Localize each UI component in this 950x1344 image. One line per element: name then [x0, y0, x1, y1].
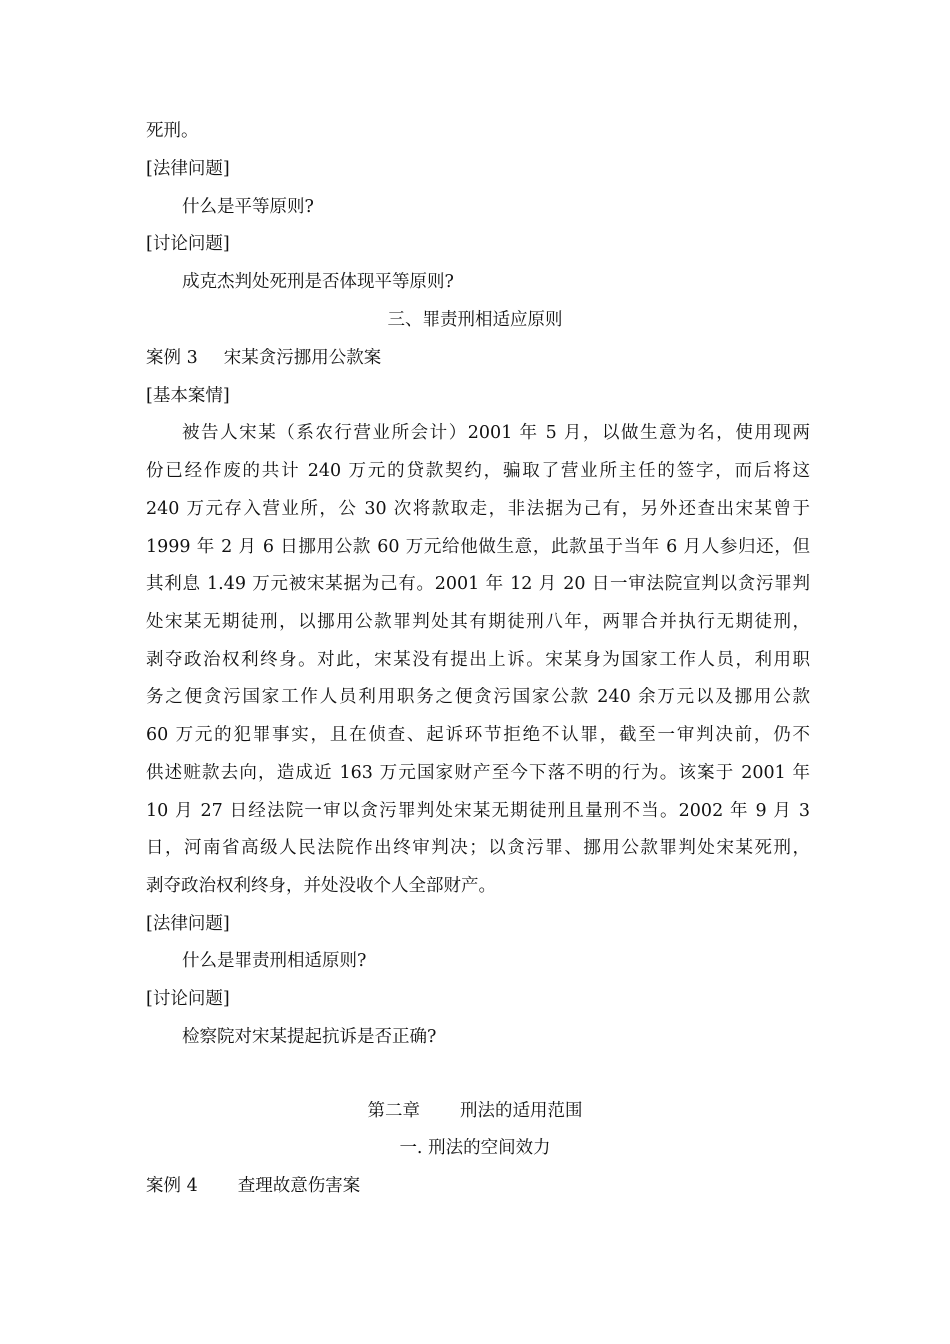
case-title	[146, 347, 810, 369]
body-text-line: 务之便贪污国家工作人员利用职务之便贪污国家公款 240 余万元以及挪用公款	[146, 687, 810, 707]
body-text-line: 处宋某无期徒刑，以挪用公款罪判处其有期徒刑八年，两罪合并执行无期徒刑，	[146, 612, 810, 632]
chapter-title: 刑法的适用范围	[460, 1101, 583, 1121]
section-label-basic-facts: [基本案情]	[146, 386, 230, 406]
body-text-line: 240 万元存入营业所，公 30 次将款取走，非法据为己有，另外还查出宋某曾于	[146, 499, 810, 519]
case-name: 查理故意伤害案	[237, 1176, 361, 1196]
question-text: 检察院对宋某提起抗诉是否正确?	[182, 1027, 437, 1047]
body-text-line: 10 月 27 日经法院一审以贪污罪判处宋某无期徒刑且量刑不当。2002 年 9 月 3	[146, 801, 810, 821]
body-text-line: 日，河南省高级人民法院作出终审判决；以贪污罪、挪用公款罪判处宋某死刑，	[146, 838, 810, 858]
case-number: 案例 4	[146, 1176, 198, 1196]
body-text-line: 被告人宋某（系农行营业所会计）2001 年 5 月，以做生意为名，使用现两	[182, 423, 810, 443]
body-text-line: 60 万元的犯罪事实，且在侦查、起诉环节拒绝不认罪，截至一审判决前，仍不	[146, 725, 810, 745]
paragraph-end-line: 死刑。	[146, 121, 199, 141]
section-heading: 一. 刑法的空间效力	[399, 1138, 551, 1158]
case-name: 宋某贪污挪用公款案	[223, 348, 382, 368]
section-heading: 三、罪责刑相适应原则	[387, 310, 563, 330]
body-text-line: 其利息 1.49 万元被宋某据为己有。2001 年 12 月 20 日一审法院宣判以贪污罪判	[146, 574, 810, 594]
section-label-discussion: [讨论问题]	[146, 234, 230, 254]
case-title	[146, 1175, 810, 1197]
body-text-line: 剥夺政治权利终身。对此，宋某没有提出上诉。宋某身为国家工作人员，利用职	[146, 650, 810, 670]
body-text-line: 1999 年 2 月 6 日挪用公款 60 万元给他做生意，此款虽于当年 6 月人参归还，但	[146, 537, 810, 557]
body-text-line: 剥夺政治权利终身，并处没收个人全部财产。	[146, 876, 496, 896]
question-text: 成克杰判处死刑是否体现平等原则?	[182, 272, 454, 292]
section-label-discussion: [讨论问题]	[146, 989, 230, 1009]
section-label-legal-question: [法律问题]	[146, 159, 230, 179]
body-text-line: 供述赃款去向，造成近 163 万元国家财产至今下落不明的行为。该案于 2001 年	[146, 763, 810, 783]
body-text-line: 份已经作废的共计 240 万元的贷款契约，骗取了营业所主任的签字，而后将这	[146, 461, 810, 481]
question-text: 什么是罪责刑相适原则?	[182, 951, 367, 971]
chapter-heading	[0, 1100, 950, 1122]
section-label-legal-question: [法律问题]	[146, 914, 230, 934]
chapter-number: 第二章	[367, 1101, 420, 1121]
case-number: 案例 3	[146, 348, 198, 368]
question-text: 什么是平等原则?	[182, 197, 314, 217]
